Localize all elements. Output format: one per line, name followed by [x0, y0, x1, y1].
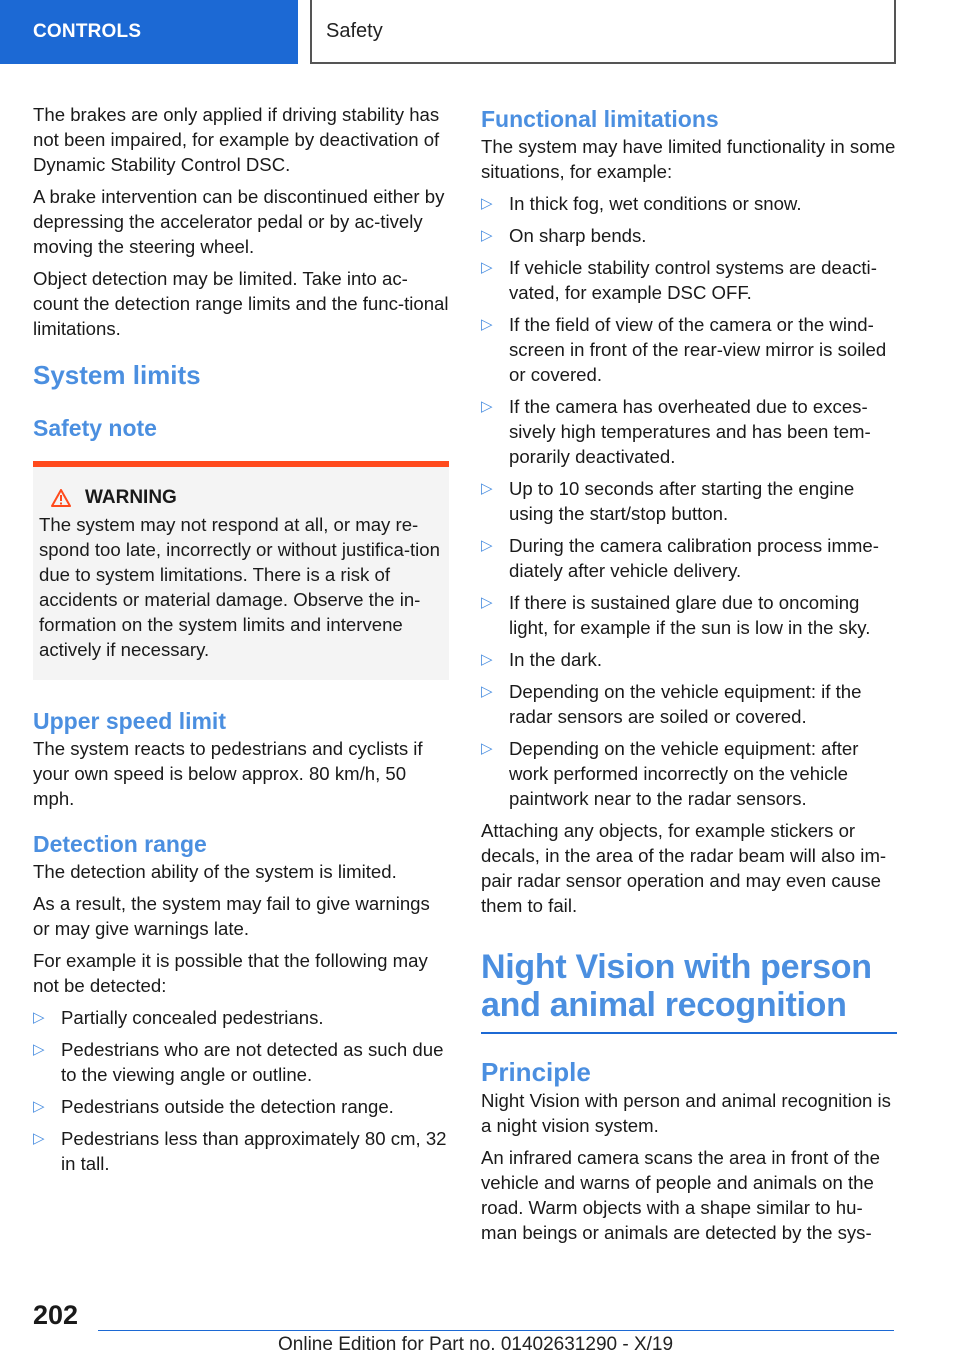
triangle-bullet-icon: ▷: [481, 480, 493, 497]
triangle-bullet-icon: ▷: [481, 316, 493, 333]
functional-list: [481, 191, 897, 811]
list-item: ▷ In the dark.: [481, 649, 603, 670]
principle-paragraph: An infrared camera scans the area in front of the vehicle and warns of people and animals on the road. Warm objects with a shape similar to hu‐man beings or animals are detected by the sys‐: [481, 1147, 880, 1243]
triangle-bullet-icon: ▷: [481, 537, 493, 554]
upper-speed-text: The system reacts to pedestrians and cyclists if your own speed is below approx. 80 km/h, 50 mph.: [33, 738, 423, 809]
warning-triangle-icon: [51, 489, 71, 507]
detection-range-heading: Detection range: [33, 831, 207, 857]
intro-paragraph: A brake intervention can be discontinued either by depressing the accelerator pedal or by ac‐tively moving the steering wheel.: [33, 186, 445, 257]
intro-paragraph: Object detection may be limited. Take into ac‐count the detection range limits and the func‐tional limitations.: [33, 268, 449, 339]
edition-footer: Online Edition for Part no. 01402631290 - X/19: [278, 1334, 674, 1355]
list-item: ▷ Pedestrians who are not detected as such due to the viewing angle or outline.: [33, 1039, 444, 1085]
triangle-bullet-icon: ▷: [481, 651, 493, 668]
list-item: ▷ If the field of view of the camera or the wind‐screen in front of the rear-view mirror is soiled or covered.: [481, 314, 887, 385]
right-column: [481, 102, 897, 1252]
list-item: ▷ If vehicle stability control systems are deacti‐vated, for example DSC OFF.: [481, 257, 877, 303]
system-limits-heading: System limits: [33, 360, 201, 390]
functional-limitations-heading: Functional limitations: [481, 106, 719, 132]
list-item: ▷ Pedestrians outside the detection range.: [33, 1096, 394, 1117]
safety-note-heading: Safety note: [33, 415, 157, 441]
section-title: Safety: [310, 0, 896, 64]
list-item: ▷ Depending on the vehicle equipment: after work performed incorrectly on the vehicle paintwork near to the radar sensors.: [481, 738, 859, 809]
list-item: ▷ In thick fog, wet conditions or snow.: [481, 193, 802, 214]
triangle-bullet-icon: ▷: [33, 1130, 45, 1147]
list-item: ▷ If the camera has overheated due to exces‐sively high temperatures and has been tem‐porarily deactivated.: [481, 396, 871, 467]
detection-paragraph: The detection ability of the system is limited.: [33, 861, 397, 882]
night-vision-heading: Night Vision with person and animal recognition: [481, 948, 872, 1024]
list-item: ▷ During the camera calibration process imme‐diately after vehicle delivery.: [481, 535, 879, 581]
left-column: [33, 102, 449, 1183]
triangle-bullet-icon: ▷: [481, 594, 493, 611]
principle-paragraph: Night Vision with person and animal recognition is a night vision system.: [481, 1090, 891, 1136]
triangle-bullet-icon: ▷: [481, 740, 493, 757]
list-item: ▷ Pedestrians less than approximately 80 cm, 32 in tall.: [33, 1128, 447, 1174]
triangle-bullet-icon: ▷: [481, 259, 493, 276]
triangle-bullet-icon: ▷: [33, 1009, 45, 1026]
footer-divider: [98, 1330, 894, 1331]
triangle-bullet-icon: ▷: [481, 195, 493, 212]
triangle-bullet-icon: ▷: [481, 398, 493, 415]
triangle-bullet-icon: ▷: [33, 1098, 45, 1115]
triangle-bullet-icon: ▷: [481, 683, 493, 700]
warning-text: The system may not respond at all, or may re‐spond too late, incorrectly or without justifica‐tion due to system limitations. There is a risk of accidents or material damage. Observe the in‐formation on the system limits and intervene actively if necessary.: [39, 514, 440, 660]
detection-list: [33, 1005, 449, 1176]
intro-paragraph: The brakes are only applied if driving stability has not been impaired, for example by deactivation of Dynamic Stability Control DSC.: [33, 104, 440, 175]
list-item: ▷ If there is sustained glare due to oncoming light, for example if the sun is low in the sky.: [481, 592, 871, 638]
warning-title: [39, 485, 443, 510]
principle-heading: Principle: [481, 1057, 591, 1087]
triangle-bullet-icon: ▷: [481, 227, 493, 244]
warning-label: WARNING: [85, 487, 177, 508]
detection-paragraph: As a result, the system may fail to give warnings or may give warnings late.: [33, 893, 430, 939]
functional-intro: The system may have limited functionality in some situations, for example:: [481, 136, 896, 182]
attaching-paragraph: Attaching any objects, for example stickers or decals, in the area of the radar beam will also im‐pair radar sensor operation and may even cause them to fail.: [481, 820, 887, 916]
detection-paragraph: For example it is possible that the following may not be detected:: [33, 950, 428, 996]
triangle-bullet-icon: ▷: [33, 1041, 45, 1058]
list-item: ▷ On sharp bends.: [481, 225, 647, 246]
upper-speed-heading: Upper speed limit: [33, 708, 226, 734]
list-item: ▷ Partially concealed pedestrians.: [33, 1007, 324, 1028]
chapter-heading-block: [481, 948, 897, 1034]
list-item: ▷ Up to 10 seconds after starting the engine using the start/stop button.: [481, 478, 855, 524]
page-number: 202: [33, 1300, 79, 1330]
chapter-tab[interactable]: CONTROLS: [0, 0, 298, 64]
warning-box: [33, 461, 449, 680]
list-item: ▷ Depending on the vehicle equipment: if the radar sensors are soiled or covered.: [481, 681, 862, 727]
